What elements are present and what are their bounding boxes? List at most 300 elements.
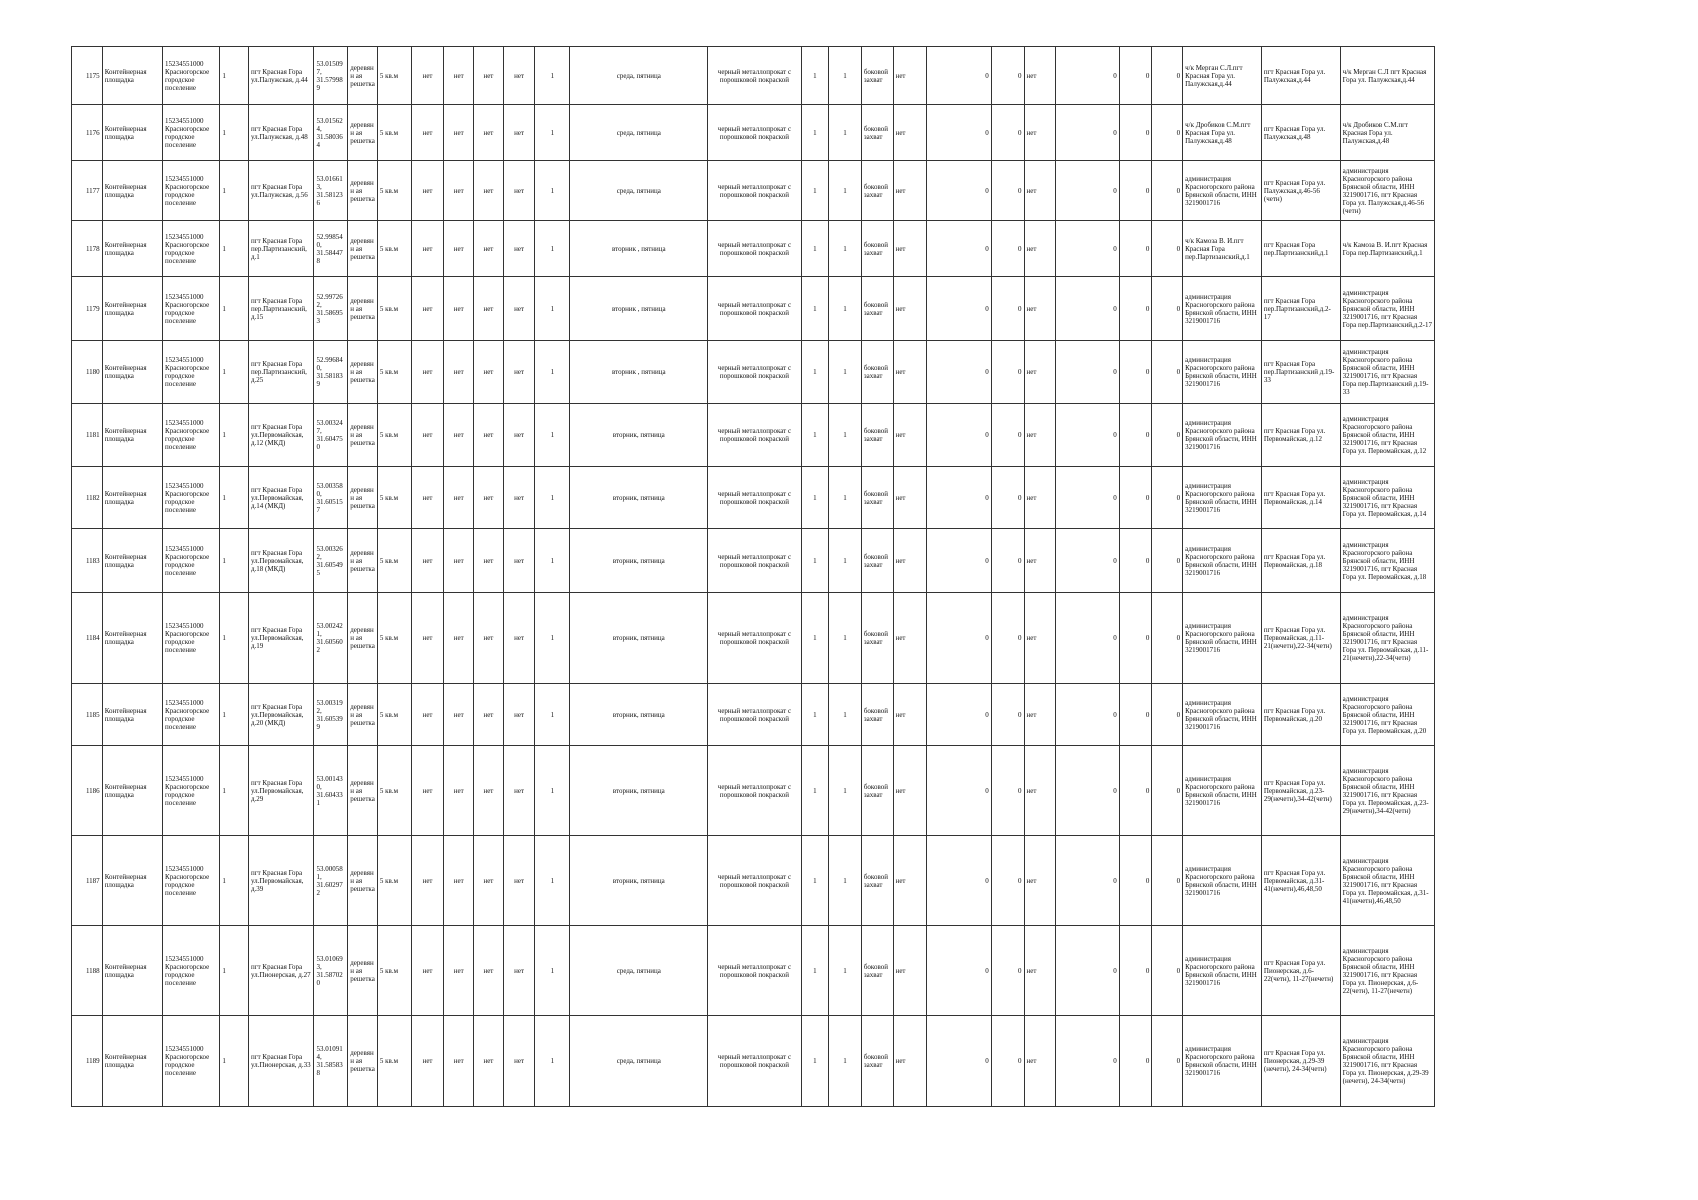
cell-surface-type: деревянн ая решетка bbox=[348, 836, 378, 926]
cell-row-number: 1188 bbox=[72, 926, 103, 1016]
cell-attribute-d: нет bbox=[503, 836, 535, 926]
cell-coordinates: 53.00242 1, 31.60560 2 bbox=[314, 593, 348, 684]
cell-attribute-a: нет bbox=[411, 746, 444, 836]
table-row bbox=[72, 529, 1435, 593]
cell-site-type: Контейнерная площадка bbox=[102, 47, 162, 105]
cell-collection-days: вторник, пятница bbox=[570, 467, 708, 529]
cell-settlement-code: 15234551000 Красногорское городское поселение bbox=[163, 105, 220, 161]
cell-flag-a: нет bbox=[893, 1016, 927, 1107]
cell-settlement-code: 15234551000 Красногорское городское поселение bbox=[163, 593, 220, 684]
cell-attribute-d: нет bbox=[503, 277, 535, 341]
cell-attribute-a: нет bbox=[411, 47, 444, 105]
cell-zero-b: 0 bbox=[991, 105, 1024, 161]
cell-category: 1 bbox=[220, 47, 249, 105]
cell-waste-source: пгт Красная Гора ул. Палужская,д.46-56 (четн) bbox=[1261, 161, 1340, 221]
cell-container-material: черный металлопрокат с порошковой покраской bbox=[708, 1016, 801, 1107]
cell-coordinates: 53.00326 2, 31.60549 5 bbox=[314, 529, 348, 593]
cell-site-address: пгт Красная Гора пер.Партизанский, д.1 bbox=[248, 221, 313, 277]
cell-surface-type: деревянн ая решетка bbox=[348, 277, 378, 341]
cell-site-type: Контейнерная площадка bbox=[102, 684, 162, 746]
cell-row-number: 1187 bbox=[72, 836, 103, 926]
cell-attribute-c: нет bbox=[474, 277, 504, 341]
cell-zero-b: 0 bbox=[991, 161, 1024, 221]
cell-container-material: черный металлопрокат с порошковой покраской bbox=[708, 277, 801, 341]
cell-site-area: 5 кв.м bbox=[377, 926, 411, 1016]
cell-attribute-d: нет bbox=[503, 341, 535, 404]
cell-site-address: пгт Красная Гора ул.Пионерская, д.33 bbox=[248, 1016, 313, 1107]
cell-zero-a: 0 bbox=[927, 1016, 991, 1107]
cell-zero-b: 0 bbox=[991, 529, 1024, 593]
cell-container-material: черный металлопрокат с порошковой покраской bbox=[708, 221, 801, 277]
cell-container-material: черный металлопрокат с порошковой покраской bbox=[708, 593, 801, 684]
cell-site-area: 5 кв.м bbox=[377, 1016, 411, 1107]
cell-owner-details: администрация Красногорского района Брянской области, ИНН 3219001716, пгт Красная Гора ул. Палужская,д.46-56 (четн) bbox=[1340, 161, 1434, 221]
cell-coordinates: 52.99854 0, 31.58447 8 bbox=[314, 221, 348, 277]
cell-settlement-code: 15234551000 Красногорское городское поселение bbox=[163, 341, 220, 404]
cell-loading-type: боковой захват bbox=[861, 467, 893, 529]
cell-coordinates: 53.00324 7, 31.60475 0 bbox=[314, 404, 348, 467]
table-row bbox=[72, 221, 1435, 277]
cell-zero-e: 0 bbox=[1152, 926, 1183, 1016]
cell-loading-type: боковой захват bbox=[861, 47, 893, 105]
cell-attribute-a: нет bbox=[411, 684, 444, 746]
cell-surface-type: деревянн ая решетка bbox=[348, 221, 378, 277]
cell-zero-d: 0 bbox=[1119, 277, 1152, 341]
cell-zero-b: 0 bbox=[991, 341, 1024, 404]
cell-zero-c: 0 bbox=[1056, 404, 1119, 467]
cell-value-b: 1 bbox=[829, 593, 862, 684]
cell-flag-a: нет bbox=[893, 529, 927, 593]
cell-collection-days: среда, пятница bbox=[570, 47, 708, 105]
cell-attribute-a: нет bbox=[411, 836, 444, 926]
cell-zero-d: 0 bbox=[1119, 1016, 1152, 1107]
cell-row-number: 1184 bbox=[72, 593, 103, 684]
cell-container-material: черный металлопрокат с порошковой покраской bbox=[708, 746, 801, 836]
cell-flag-a: нет bbox=[893, 404, 927, 467]
cell-zero-e: 0 bbox=[1152, 404, 1183, 467]
cell-collection-days: среда, пятница bbox=[570, 105, 708, 161]
cell-zero-b: 0 bbox=[991, 926, 1024, 1016]
cell-category: 1 bbox=[220, 1016, 249, 1107]
table-row bbox=[72, 47, 1435, 105]
cell-owner-details: администрация Красногорского района Брянской области, ИНН 3219001716, пгт Красная Гора ул. Пионерская, д.6-22(четн), 11-27(нечетн) bbox=[1340, 926, 1434, 1016]
cell-zero-c: 0 bbox=[1056, 593, 1119, 684]
cell-flag-b: нет bbox=[1024, 47, 1056, 105]
cell-zero-b: 0 bbox=[991, 467, 1024, 529]
cell-collection-days: вторник, пятница bbox=[570, 836, 708, 926]
cell-zero-a: 0 bbox=[927, 746, 991, 836]
cell-attribute-a: нет bbox=[411, 105, 444, 161]
cell-zero-a: 0 bbox=[927, 404, 991, 467]
cell-zero-c: 0 bbox=[1056, 221, 1119, 277]
cell-waste-source: пгт Красная Гора пер.Партизанский,д.2-17 bbox=[1261, 277, 1340, 341]
cell-loading-type: боковой захват bbox=[861, 221, 893, 277]
cell-attribute-b: нет bbox=[444, 926, 474, 1016]
cell-attribute-b: нет bbox=[444, 467, 474, 529]
cell-container-material: черный металлопрокат с порошковой покраской bbox=[708, 404, 801, 467]
cell-container-count: 1 bbox=[535, 161, 570, 221]
cell-container-count: 1 bbox=[535, 105, 570, 161]
cell-attribute-a: нет bbox=[411, 341, 444, 404]
cell-site-area: 5 кв.м bbox=[377, 47, 411, 105]
cell-container-count: 1 bbox=[535, 836, 570, 926]
cell-owner-details: администрация Красногорского района Брянской области, ИНН 3219001716, пгт Красная Гора ул. Первомайская, д.12 bbox=[1340, 404, 1434, 467]
table-row bbox=[72, 404, 1435, 467]
cell-flag-a: нет bbox=[893, 105, 927, 161]
cell-zero-a: 0 bbox=[927, 926, 991, 1016]
cell-row-number: 1185 bbox=[72, 684, 103, 746]
cell-zero-a: 0 bbox=[927, 161, 991, 221]
cell-waste-source: пгт Красная Гора ул. Палужская,д.44 bbox=[1261, 47, 1340, 105]
cell-zero-b: 0 bbox=[991, 1016, 1024, 1107]
cell-zero-b: 0 bbox=[991, 593, 1024, 684]
cell-value-b: 1 bbox=[829, 277, 862, 341]
cell-loading-type: боковой захват bbox=[861, 341, 893, 404]
cell-container-count: 1 bbox=[535, 529, 570, 593]
cell-flag-a: нет bbox=[893, 341, 927, 404]
cell-settlement-code: 15234551000 Красногорское городское поселение bbox=[163, 926, 220, 1016]
cell-category: 1 bbox=[220, 593, 249, 684]
cell-coordinates: 52.99684 0, 31.58183 9 bbox=[314, 341, 348, 404]
cell-zero-b: 0 bbox=[991, 404, 1024, 467]
cell-loading-type: боковой захват bbox=[861, 404, 893, 467]
cell-site-type: Контейнерная площадка bbox=[102, 105, 162, 161]
cell-owner: администрация Красногорского района Брянской области, ИНН 3219001716 bbox=[1183, 1016, 1262, 1107]
cell-attribute-b: нет bbox=[444, 593, 474, 684]
cell-surface-type: деревянн ая решетка bbox=[348, 1016, 378, 1107]
cell-attribute-c: нет bbox=[474, 1016, 504, 1107]
cell-attribute-d: нет bbox=[503, 1016, 535, 1107]
cell-row-number: 1183 bbox=[72, 529, 103, 593]
cell-surface-type: деревянн ая решетка bbox=[348, 593, 378, 684]
cell-attribute-d: нет bbox=[503, 47, 535, 105]
cell-container-material: черный металлопрокат с порошковой покраской bbox=[708, 47, 801, 105]
cell-coordinates: 53.01562 4, 31.58036 4 bbox=[314, 105, 348, 161]
cell-coordinates: 53.01661 3, 31.58123 6 bbox=[314, 161, 348, 221]
cell-flag-a: нет bbox=[893, 593, 927, 684]
cell-owner-details: ч/к Дробиков С.М.пгт Красная Гора ул. Палужская,д.48 bbox=[1340, 105, 1434, 161]
cell-zero-e: 0 bbox=[1152, 529, 1183, 593]
cell-surface-type: деревянн ая решетка bbox=[348, 341, 378, 404]
cell-zero-a: 0 bbox=[927, 836, 991, 926]
cell-owner: администрация Красногорского района Брянской области, ИНН 3219001716 bbox=[1183, 467, 1262, 529]
cell-zero-d: 0 bbox=[1119, 529, 1152, 593]
cell-category: 1 bbox=[220, 836, 249, 926]
cell-container-material: черный металлопрокат с порошковой покраской bbox=[708, 161, 801, 221]
cell-owner: администрация Красногорского района Брянской области, ИНН 3219001716 bbox=[1183, 277, 1262, 341]
cell-flag-b: нет bbox=[1024, 1016, 1056, 1107]
cell-value-a: 1 bbox=[801, 529, 829, 593]
cell-flag-b: нет bbox=[1024, 341, 1056, 404]
cell-site-type: Контейнерная площадка bbox=[102, 529, 162, 593]
cell-coordinates: 53.00143 0, 31.60433 1 bbox=[314, 746, 348, 836]
cell-loading-type: боковой захват bbox=[861, 684, 893, 746]
cell-attribute-d: нет bbox=[503, 404, 535, 467]
cell-owner-details: администрация Красногорского района Брянской области, ИНН 3219001716, пгт Красная Гора ул. Первомайская, д.23-29(нечетн),34-42(четн) bbox=[1340, 746, 1434, 836]
cell-waste-source: пгт Красная Гора ул. Пионерская, д.29-39 (нечетн), 24-34(четн) bbox=[1261, 1016, 1340, 1107]
cell-zero-c: 0 bbox=[1056, 47, 1119, 105]
cell-site-address: пгт Красная Гора ул.Палужская, д.44 bbox=[248, 47, 313, 105]
cell-container-material: черный металлопрокат с порошковой покраской bbox=[708, 341, 801, 404]
cell-attribute-d: нет bbox=[503, 746, 535, 836]
cell-owner: администрация Красногорского района Брянской области, ИНН 3219001716 bbox=[1183, 746, 1262, 836]
cell-collection-days: вторник , пятница bbox=[570, 277, 708, 341]
cell-value-a: 1 bbox=[801, 593, 829, 684]
cell-row-number: 1175 bbox=[72, 47, 103, 105]
cell-zero-d: 0 bbox=[1119, 47, 1152, 105]
cell-zero-d: 0 bbox=[1119, 467, 1152, 529]
cell-attribute-d: нет bbox=[503, 467, 535, 529]
cell-attribute-b: нет bbox=[444, 836, 474, 926]
cell-zero-e: 0 bbox=[1152, 105, 1183, 161]
cell-container-count: 1 bbox=[535, 1016, 570, 1107]
cell-settlement-code: 15234551000 Красногорское городское поселение bbox=[163, 161, 220, 221]
cell-zero-d: 0 bbox=[1119, 161, 1152, 221]
cell-attribute-a: нет bbox=[411, 593, 444, 684]
cell-collection-days: вторник, пятница bbox=[570, 404, 708, 467]
cell-value-b: 1 bbox=[829, 221, 862, 277]
cell-category: 1 bbox=[220, 926, 249, 1016]
cell-site-address: пгт Красная Гора ул.Палужская, д.48 bbox=[248, 105, 313, 161]
cell-attribute-c: нет bbox=[474, 467, 504, 529]
cell-category: 1 bbox=[220, 161, 249, 221]
cell-attribute-c: нет bbox=[474, 529, 504, 593]
cell-zero-c: 0 bbox=[1056, 105, 1119, 161]
cell-value-a: 1 bbox=[801, 341, 829, 404]
cell-collection-days: вторник, пятница bbox=[570, 593, 708, 684]
cell-zero-b: 0 bbox=[991, 277, 1024, 341]
cell-zero-c: 0 bbox=[1056, 926, 1119, 1016]
cell-zero-a: 0 bbox=[927, 684, 991, 746]
cell-flag-b: нет bbox=[1024, 277, 1056, 341]
cell-attribute-a: нет bbox=[411, 1016, 444, 1107]
cell-value-b: 1 bbox=[829, 105, 862, 161]
cell-value-b: 1 bbox=[829, 161, 862, 221]
table-row bbox=[72, 105, 1435, 161]
cell-value-a: 1 bbox=[801, 467, 829, 529]
cell-collection-days: вторник , пятница bbox=[570, 341, 708, 404]
cell-zero-a: 0 bbox=[927, 467, 991, 529]
cell-site-type: Контейнерная площадка bbox=[102, 593, 162, 684]
cell-value-b: 1 bbox=[829, 1016, 862, 1107]
cell-category: 1 bbox=[220, 277, 249, 341]
cell-owner: администрация Красногорского района Брянской области, ИНН 3219001716 bbox=[1183, 529, 1262, 593]
cell-zero-e: 0 bbox=[1152, 277, 1183, 341]
cell-collection-days: вторник, пятница bbox=[570, 529, 708, 593]
cell-value-b: 1 bbox=[829, 836, 862, 926]
cell-site-address: пгт Красная Гора ул.Первомайская, д.39 bbox=[248, 836, 313, 926]
cell-container-material: черный металлопрокат с порошковой покраской bbox=[708, 105, 801, 161]
cell-attribute-a: нет bbox=[411, 926, 444, 1016]
cell-attribute-b: нет bbox=[444, 529, 474, 593]
cell-settlement-code: 15234551000 Красногорское городское поселение bbox=[163, 277, 220, 341]
cell-attribute-d: нет bbox=[503, 161, 535, 221]
cell-surface-type: деревянн ая решетка bbox=[348, 105, 378, 161]
cell-row-number: 1178 bbox=[72, 221, 103, 277]
cell-zero-d: 0 bbox=[1119, 684, 1152, 746]
cell-owner-details: администрация Красногорского района Брянской области, ИНН 3219001716, пгт Красная Гора пер.Партизанский д.19-33 bbox=[1340, 341, 1434, 404]
cell-owner-details: администрация Красногорского района Брянской области, ИНН 3219001716, пгт Красная Гора ул. Первомайская, д.14 bbox=[1340, 467, 1434, 529]
cell-coordinates: 53.00358 0, 31.60515 7 bbox=[314, 467, 348, 529]
cell-site-type: Контейнерная площадка bbox=[102, 1016, 162, 1107]
cell-flag-a: нет bbox=[893, 926, 927, 1016]
cell-container-count: 1 bbox=[535, 221, 570, 277]
cell-zero-b: 0 bbox=[991, 836, 1024, 926]
cell-zero-e: 0 bbox=[1152, 47, 1183, 105]
cell-value-b: 1 bbox=[829, 926, 862, 1016]
cell-flag-a: нет bbox=[893, 161, 927, 221]
cell-attribute-b: нет bbox=[444, 277, 474, 341]
cell-waste-source: пгт Красная Гора ул. Первомайская, д.11-21(нечетн),22-34(четн) bbox=[1261, 593, 1340, 684]
cell-category: 1 bbox=[220, 467, 249, 529]
cell-collection-days: вторник, пятница bbox=[570, 684, 708, 746]
cell-category: 1 bbox=[220, 404, 249, 467]
cell-coordinates: 52.99726 2, 31.58695 3 bbox=[314, 277, 348, 341]
cell-settlement-code: 15234551000 Красногорское городское поселение bbox=[163, 467, 220, 529]
cell-flag-b: нет bbox=[1024, 161, 1056, 221]
cell-value-a: 1 bbox=[801, 746, 829, 836]
cell-value-a: 1 bbox=[801, 221, 829, 277]
cell-collection-days: вторник , пятница bbox=[570, 221, 708, 277]
cell-attribute-b: нет bbox=[444, 1016, 474, 1107]
cell-site-address: пгт Красная Гора пер.Партизанский, д.25 bbox=[248, 341, 313, 404]
cell-site-address: пгт Красная Гора ул.Первомайская, д.20 (МКД) bbox=[248, 684, 313, 746]
cell-site-address: пгт Красная Гора ул.Пионерская, д.27 bbox=[248, 926, 313, 1016]
cell-loading-type: боковой захват bbox=[861, 277, 893, 341]
cell-site-area: 5 кв.м bbox=[377, 105, 411, 161]
cell-value-a: 1 bbox=[801, 836, 829, 926]
cell-owner: ч/к Мерган С.Л.пгт Красная Гора ул. Палужская,д.44 bbox=[1183, 47, 1262, 105]
cell-owner: администрация Красногорского района Брянской области, ИНН 3219001716 bbox=[1183, 926, 1262, 1016]
cell-container-material: черный металлопрокат с порошковой покраской bbox=[708, 836, 801, 926]
cell-flag-b: нет bbox=[1024, 467, 1056, 529]
cell-coordinates: 53.01069 3, 31.58702 0 bbox=[314, 926, 348, 1016]
cell-attribute-a: нет bbox=[411, 221, 444, 277]
cell-container-material: черный металлопрокат с порошковой покраской bbox=[708, 684, 801, 746]
table-row bbox=[72, 746, 1435, 836]
cell-zero-e: 0 bbox=[1152, 341, 1183, 404]
cell-site-area: 5 кв.м bbox=[377, 593, 411, 684]
cell-attribute-b: нет bbox=[444, 161, 474, 221]
table-row bbox=[72, 1016, 1435, 1107]
cell-owner-details: администрация Красногорского района Брянской области, ИНН 3219001716, пгт Красная Гора ул. Первомайская, д.11-21(нечетн),22-34(четн) bbox=[1340, 593, 1434, 684]
cell-zero-c: 0 bbox=[1056, 746, 1119, 836]
cell-attribute-d: нет bbox=[503, 529, 535, 593]
cell-attribute-c: нет bbox=[474, 105, 504, 161]
cell-site-address: пгт Красная Гора ул.Первомайская, д.12 (МКД) bbox=[248, 404, 313, 467]
cell-settlement-code: 15234551000 Красногорское городское поселение bbox=[163, 1016, 220, 1107]
cell-owner: администрация Красногорского района Брянской области, ИНН 3219001716 bbox=[1183, 593, 1262, 684]
cell-flag-b: нет bbox=[1024, 593, 1056, 684]
cell-collection-days: вторник, пятница bbox=[570, 746, 708, 836]
cell-value-a: 1 bbox=[801, 684, 829, 746]
cell-zero-a: 0 bbox=[927, 341, 991, 404]
cell-site-area: 5 кв.м bbox=[377, 746, 411, 836]
cell-site-type: Контейнерная площадка bbox=[102, 221, 162, 277]
cell-owner: администрация Красногорского района Брянской области, ИНН 3219001716 bbox=[1183, 404, 1262, 467]
cell-waste-source: пгт Красная Гора пер.Партизанский,д.1 bbox=[1261, 221, 1340, 277]
cell-loading-type: боковой захват bbox=[861, 746, 893, 836]
cell-attribute-d: нет bbox=[503, 684, 535, 746]
cell-category: 1 bbox=[220, 746, 249, 836]
cell-zero-c: 0 bbox=[1056, 836, 1119, 926]
cell-zero-e: 0 bbox=[1152, 684, 1183, 746]
cell-attribute-d: нет bbox=[503, 221, 535, 277]
cell-waste-source: пгт Красная Гора ул. Первомайская, д.12 bbox=[1261, 404, 1340, 467]
cell-collection-days: среда, пятница bbox=[570, 926, 708, 1016]
cell-row-number: 1186 bbox=[72, 746, 103, 836]
cell-loading-type: боковой захват bbox=[861, 836, 893, 926]
cell-attribute-c: нет bbox=[474, 926, 504, 1016]
cell-site-area: 5 кв.м bbox=[377, 277, 411, 341]
cell-zero-d: 0 bbox=[1119, 221, 1152, 277]
cell-container-count: 1 bbox=[535, 593, 570, 684]
cell-settlement-code: 15234551000 Красногорское городское поселение bbox=[163, 221, 220, 277]
cell-zero-e: 0 bbox=[1152, 1016, 1183, 1107]
table-row bbox=[72, 684, 1435, 746]
cell-site-address: пгт Красная Гора ул.Палужская, д.56 bbox=[248, 161, 313, 221]
cell-site-address: пгт Красная Гора пер.Партизанский, д.15 bbox=[248, 277, 313, 341]
cell-collection-days: среда, пятница bbox=[570, 161, 708, 221]
cell-row-number: 1176 bbox=[72, 105, 103, 161]
cell-value-b: 1 bbox=[829, 684, 862, 746]
cell-category: 1 bbox=[220, 341, 249, 404]
cell-site-address: пгт Красная Гора ул.Первомайская, д.19 bbox=[248, 593, 313, 684]
cell-zero-b: 0 bbox=[991, 221, 1024, 277]
cell-value-b: 1 bbox=[829, 341, 862, 404]
cell-zero-d: 0 bbox=[1119, 746, 1152, 836]
cell-site-type: Контейнерная площадка bbox=[102, 746, 162, 836]
cell-zero-d: 0 bbox=[1119, 105, 1152, 161]
cell-zero-b: 0 bbox=[991, 746, 1024, 836]
cell-surface-type: деревянн ая решетка bbox=[348, 684, 378, 746]
cell-site-address: пгт Красная Гора ул.Первомайская, д.18 (МКД) bbox=[248, 529, 313, 593]
cell-attribute-a: нет bbox=[411, 161, 444, 221]
cell-container-count: 1 bbox=[535, 404, 570, 467]
cell-value-a: 1 bbox=[801, 277, 829, 341]
cell-flag-b: нет bbox=[1024, 836, 1056, 926]
cell-attribute-c: нет bbox=[474, 836, 504, 926]
cell-waste-source: пгт Красная Гора ул. Первомайская, д.20 bbox=[1261, 684, 1340, 746]
cell-site-area: 5 кв.м bbox=[377, 836, 411, 926]
cell-zero-a: 0 bbox=[927, 529, 991, 593]
cell-container-material: черный металлопрокат с порошковой покраской bbox=[708, 467, 801, 529]
cell-coordinates: 53.00058 1, 31.60297 2 bbox=[314, 836, 348, 926]
cell-flag-a: нет bbox=[893, 277, 927, 341]
cell-attribute-c: нет bbox=[474, 746, 504, 836]
cell-attribute-b: нет bbox=[444, 341, 474, 404]
cell-loading-type: боковой захват bbox=[861, 593, 893, 684]
cell-attribute-b: нет bbox=[444, 47, 474, 105]
cell-site-address: пгт Красная Гора ул.Первомайская, д.14 (МКД) bbox=[248, 467, 313, 529]
cell-owner-details: администрация Красногорского района Брянской области, ИНН 3219001716, пгт Красная Гора пер.Партизанский,д.2-17 bbox=[1340, 277, 1434, 341]
cell-row-number: 1181 bbox=[72, 404, 103, 467]
cell-attribute-c: нет bbox=[474, 341, 504, 404]
cell-loading-type: боковой захват bbox=[861, 105, 893, 161]
cell-owner-details: администрация Красногорского района Брянской области, ИНН 3219001716, пгт Красная Гора ул. Первомайская, д.18 bbox=[1340, 529, 1434, 593]
cell-attribute-b: нет bbox=[444, 221, 474, 277]
cell-container-count: 1 bbox=[535, 47, 570, 105]
cell-attribute-c: нет bbox=[474, 404, 504, 467]
cell-waste-source: пгт Красная Гора ул. Первомайская, д.31-41(нечетн),46,48,50 bbox=[1261, 836, 1340, 926]
cell-attribute-b: нет bbox=[444, 684, 474, 746]
cell-row-number: 1182 bbox=[72, 467, 103, 529]
cell-flag-b: нет bbox=[1024, 529, 1056, 593]
cell-site-type: Контейнерная площадка bbox=[102, 341, 162, 404]
cell-row-number: 1179 bbox=[72, 277, 103, 341]
cell-zero-a: 0 bbox=[927, 47, 991, 105]
cell-value-a: 1 bbox=[801, 404, 829, 467]
